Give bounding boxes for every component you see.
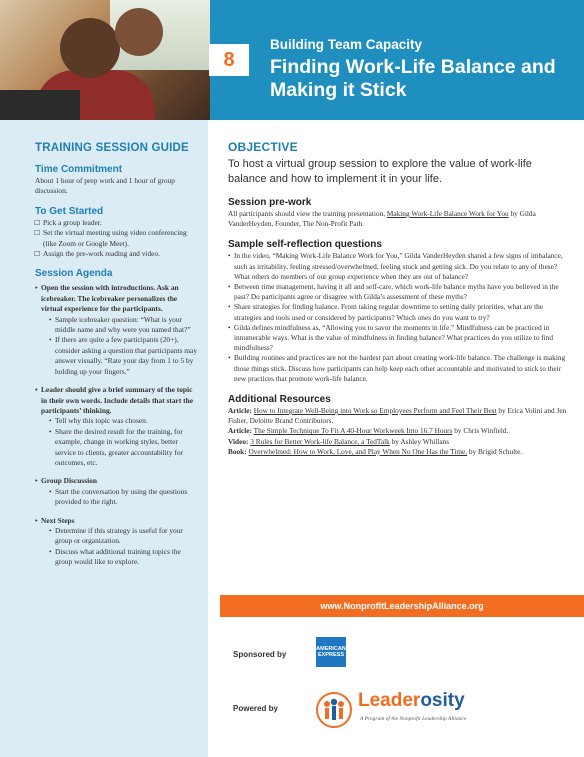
agenda-item — [35, 283, 198, 377]
resource-item: Book: Overwhelmed: How to Work, Love, and Play When No One Has the Time, by Brigid Schulte. — [228, 446, 523, 456]
agenda-lead: • Group Discussion — [35, 476, 198, 486]
agenda-lead: • Leader should give a brief summary of the topic in their own words. Include details that start the participants’ thinking. — [35, 385, 198, 416]
checklist-item: ☐ Assign the pre-work reading and video. — [35, 249, 198, 259]
prework-link[interactable]: Making Work-Life Balance Work for You — [386, 209, 509, 218]
agenda-sub: • Tell why this topic was chosen. — [49, 416, 198, 426]
resource-item: Article: How to Integrate Well-Being into Work so Employees Perform and Feel Their Best by Erica Volini and Jen Fisher, Deloitte Brand Contributors. — [228, 406, 567, 426]
question-item: • In the video, “Making Work-Life Balance Work for You,” Gilda VanderHeyden shared a few signs of imbalance, such as irritability, feeling stressed/overwhelmed, feeling stuck and getting sick. Do you relate to any of these? What others do members of our group experience when they are out of balance? — [228, 251, 568, 282]
resource-item: Article: The Simple Technique To Fit A 40-Hour Workweek Into 16.7 Hours by Chris Winfield. — [228, 426, 509, 436]
question-item: • Between time management, having it all and self-care, which work-life balance myths have you believed in the past? Do participants agree or disagree with Gilda’s assessment of these myths? — [228, 282, 568, 302]
page-title: Finding Work-Life Balance and Making it Stick — [270, 56, 556, 101]
header-photo — [0, 0, 210, 120]
leaderosity-wordmark: Leaderosity — [358, 690, 465, 711]
agenda-lead: • Open the session with introductions. Ask an icebreaker. The icebreaker personalizes the virtual experience for the participants. — [35, 283, 198, 314]
resource-item: Video: 3 Rules for Better Work-life Balance, a TedTalk by Ashley Whillans — [228, 436, 450, 446]
leaderosity-tagline: A Program of the Nonprofit Leadership Alliance — [360, 716, 467, 722]
leaderosity-logo-icon — [314, 690, 354, 730]
question-item: • Share strategies for finding balance. From taking regular downtime to setting daily priorities, what are the strategies and tools used or considered by participants? Which ones do you want to try? — [228, 302, 568, 322]
resource-link[interactable]: The Simple Technique To Fit A 40-Hour Workweek Into 16.7 Hours — [253, 426, 453, 436]
resource-link[interactable]: Overwhelmed: How to Work, Love, and Play When No One Has the Time, — [248, 446, 468, 456]
powered-by-label: Powered by — [233, 704, 278, 713]
series-title: Building Team Capacity — [270, 37, 423, 52]
module-number: 8 — [209, 44, 249, 76]
questions-list — [228, 251, 568, 384]
session-agenda-heading: Session Agenda — [35, 268, 113, 280]
website-url-bar[interactable]: www.NonprofitLeadershipAlliance.org — [220, 595, 584, 617]
agenda-sub: • Discuss what additional training topics the group would like to explore. — [49, 547, 198, 568]
time-commitment-heading: Time Commitment — [35, 164, 123, 175]
header-banner — [0, 0, 584, 120]
sponsored-by-label: Sponsored by — [233, 650, 287, 659]
agenda-item — [35, 476, 198, 507]
objective-text: To host a virtual group session to explore the value of work-life balance and how to implement it in your life. — [228, 158, 532, 185]
agenda-sub: • Start the conversation by using the questions provided to the right. — [49, 487, 198, 508]
question-item: • Gilda defines mindfulness as, “Allowing you to savor the moments in life.” Mindfulness can be practiced in innumerable ways. What is the value of mindfulness in finding balance? What practices do you utilize to find mindfulness? — [228, 323, 568, 354]
resource-link[interactable]: 3 Rules for Better Work-life Balance, a TedTalk — [250, 436, 390, 446]
prework-heading: Session pre-work — [228, 197, 312, 208]
time-commitment-text: About 1 hour of prep work and 1 hour of group discussion. — [35, 176, 175, 196]
get-started-heading: To Get Started — [35, 205, 104, 217]
agenda-sub: • If there are quite a few participants (20+), consider asking a question that participants may answer visually. “Rate your day from 1 to 5 by holding up your fingers.” — [49, 335, 198, 377]
agenda-lead: • Next Steps — [35, 516, 198, 526]
get-started-checklist — [35, 218, 198, 260]
resource-link[interactable]: How to Integrate Well-Being into Work so Employees Perform and Feel Their Best — [253, 406, 497, 416]
agenda-item — [35, 385, 198, 468]
main-content — [228, 140, 568, 457]
agenda-sub: • Share the desired result for the training, for example, change in working styles, better service to clients, greater accountability for outcomes, etc. — [49, 427, 198, 469]
resources-heading: Additional Resources — [228, 394, 331, 406]
agenda-item — [35, 516, 198, 568]
training-guide-sidebar — [0, 120, 208, 757]
checklist-item: ☐ Set the virtual meeting using video conferencing (like Zoom or Google Meet). — [35, 228, 198, 249]
american-express-logo: AMERICAN EXPRESS — [316, 637, 346, 667]
sidebar-heading: TRAINING SESSION GUIDE — [35, 142, 189, 154]
questions-heading: Sample self-reflection questions — [228, 239, 382, 251]
agenda-sub: • Determine if this strategy is useful for your group or organization. — [49, 526, 198, 547]
question-item: • Building routines and practices are not the hardest part about creating work-life balance. The challenge is making those things stick. Discuss how participants can help keep each other accountable and motivated to stick to their new practices that promote work-life balance. — [228, 353, 568, 384]
checklist-item: ☐ Pick a group leader. — [35, 218, 198, 228]
objective-heading: OBJECTIVE — [228, 140, 298, 154]
prework-text: All participants should view the training presentation, Making Work-Life Balance Work for You by Gilda VanderHeyden, Founder, The Non-Profit Path. — [228, 209, 536, 229]
agenda-sub: • Sample icebreaker question: “What is your middle name and why were you named that?” — [49, 315, 198, 336]
